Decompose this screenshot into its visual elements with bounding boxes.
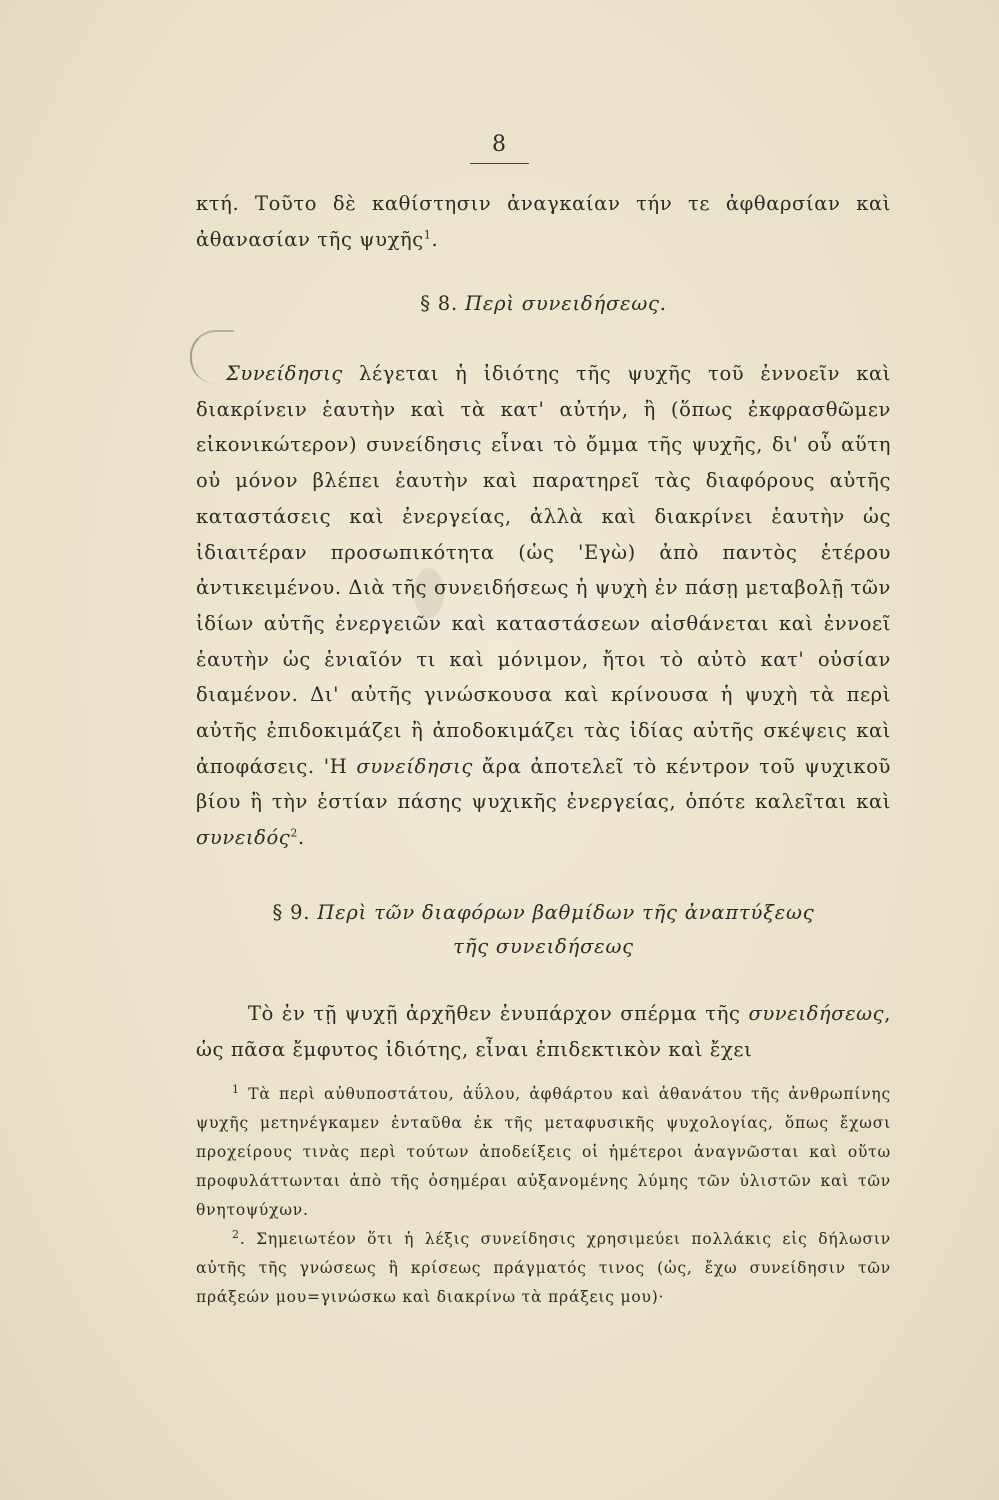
paragraph-section-8 bbox=[196, 356, 891, 856]
paragraph-text bbox=[196, 356, 891, 856]
footnote-number: 2 bbox=[232, 1227, 240, 1241]
paragraph-text bbox=[196, 996, 891, 1067]
section-title: Περὶ τῶν διαφόρων βαθμίδων τῆς ἀναπτύξεως bbox=[317, 901, 815, 924]
section-heading-line-2: τῆς συνειδήσεως bbox=[453, 935, 634, 958]
footnote-ref-2: 2 bbox=[290, 826, 298, 840]
paragraph-text bbox=[196, 186, 891, 257]
term-italic: συνείδησις bbox=[356, 754, 473, 778]
paragraph-text-run: λέγεται ἡ ἰδιότης τῆς ψυχῆς τοῦ ἐννοεῖν καὶ διακρίνειν ἑαυτὴν καὶ τὰ κατ' αὐτήν, ἢ (ὅπως ἐκφρασθῶμεν εἰκονικώτερον) συνείδησις εἶναι τὸ ὄμμα τῆς ψυχῆς, δι' οὗ αὕτη οὐ μόνον βλέπει ἑαυτὴν καὶ παρατηρεῖ τὰς διαφόρους αὐτῆς καταστάσεις καὶ ἐνεργείας, ἀλλὰ καὶ διακρίνει ἑαυτὴν ὡς ἰδιαιτέραν προσωπικότητα (ὡς 'Εγὼ) ἀπὸ παντὸς ἑτέρου ἀντικειμένου. Διὰ τῆς συνειδήσεως ἡ ψυχὴ ἐν πάσῃ μεταβολῇ τῶν ἰδίων αὐτῆς ἐνεργειῶν καὶ καταστάσεων αἰσθάνεται καὶ ἐννοεῖ ἑαυτὴν ὡς ἑνιαῖόν τι καὶ μόνιμον, ἤτοι τὸ αὐτὸ κατ' οὐσίαν διαμένον. Δι' αὐτῆς γινώσκουσα καὶ κρίνουσα ἡ ψυχὴ τὰ περὶ αὐτῆς ἐπιδοκιμάζει ἢ ἀποδοκιμάζει τὰς ἰδίας αὐτῆς σκέψεις καὶ ἀποφάσεις. 'Η bbox=[196, 362, 891, 778]
footnote-text: . Σημειωτέον ὅτι ἡ λέξις συνείδησις χρησιμεύει πολλάκις εἰς δήλωσιν αὐτῆς τῆς γνώσεως ἢ κρίσεως πράγματός τινος (ὡς, ἔχω συνείδησιν τῶν πράξεών μου=γινώσκω καὶ διακρίνω τὰ πράξεις μου)· bbox=[196, 1230, 891, 1306]
footnotes bbox=[196, 1080, 891, 1312]
punctuation: . bbox=[431, 227, 439, 251]
footnote-2 bbox=[196, 1225, 891, 1312]
section-heading-line-1 bbox=[196, 896, 891, 930]
term-italic: συνειδός bbox=[196, 826, 291, 850]
footnote-text: Τὰ περὶ αὐθυποστάτου, ἀΰλου, ἀφθάρτου καὶ ἀθανάτου τῆς ἀνθρωπίνης ψυχῆς μετηνέγκαμεν ἐνταῦθα ἐκ τῆς μεταφυσικῆς ψυχολογίας, ὅπως ἔχωσι προχείρους τινὰς περὶ τούτων ἀποδείξεις οἱ ἡμέτεροι ἀναγνῶσται καὶ οὕτω προφυλάττωνται ἀπὸ τῆς ὁσημέραι αὐξανομένης λύμης τῶν ὑλιστῶν καὶ τῶν θνητοψύχων. bbox=[196, 1085, 891, 1219]
page-number: 8 bbox=[470, 132, 529, 164]
paragraph-text-run: κτή. Τοῦτο δὲ καθίστησιν ἀναγκαίαν τήν τε ἀφθαρσίαν καὶ ἀθανασίαν τῆς ψυχῆς bbox=[196, 192, 891, 251]
paragraph-text-run: ἄρα ἀποτελεῖ τὸ κέντρον τοῦ ψυχικοῦ βίου ἢ τὴν ἑστίαν πάσης ψυχικῆς ἐνεργείας, ὁπότε καλεῖται καὶ bbox=[196, 754, 891, 814]
punctuation: . bbox=[297, 826, 305, 850]
term-italic: συνειδήσεως bbox=[748, 1002, 885, 1025]
section-heading-9 bbox=[196, 896, 891, 964]
paragraph-text-run: Τὸ ἐν τῇ ψυχῇ ἀρχῆθεν ἐνυπάρχον σπέρμα τῆς bbox=[248, 1002, 749, 1025]
section-title: Περὶ συνειδήσεως. bbox=[465, 292, 667, 315]
paragraph-text-run: , ὡς πᾶσα ἔμφυτος ἰδιότης, εἶναι ἐπιδεκτικὸν καὶ ἔχει bbox=[196, 1002, 891, 1061]
section-mark: § 8. bbox=[420, 292, 459, 315]
page-number-header bbox=[0, 132, 999, 164]
term-italic: Συνείδησις bbox=[226, 362, 343, 385]
footnote-number: 1 bbox=[232, 1082, 240, 1096]
footnote-1 bbox=[196, 1080, 891, 1225]
footnote-ref-1: 1 bbox=[423, 228, 432, 242]
section-heading-8 bbox=[196, 292, 891, 315]
section-mark: § 9. bbox=[272, 901, 311, 924]
paragraph-section-9 bbox=[196, 996, 891, 1067]
paragraph-continuation bbox=[196, 186, 891, 257]
